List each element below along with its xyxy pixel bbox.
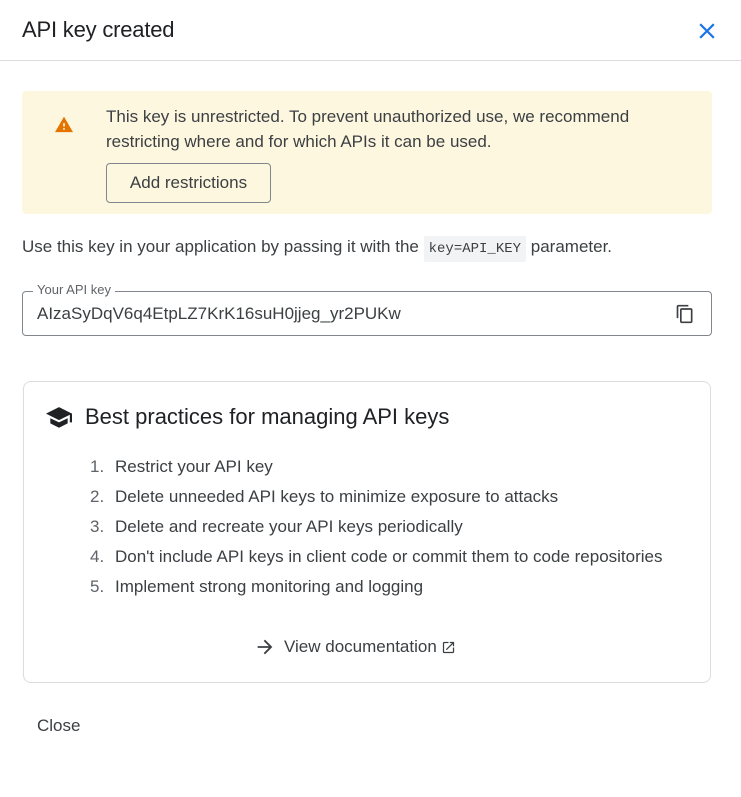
best-practices-title: Best practices for managing API keys	[85, 404, 450, 429]
add-restrictions-button[interactable]: Add restrictions	[106, 163, 271, 203]
best-practices-list	[90, 452, 663, 602]
usage-code: key=API_KEY	[424, 236, 526, 262]
usage-suffix: parameter.	[530, 237, 613, 256]
close-button[interactable]: Close	[22, 710, 95, 742]
view-documentation-link[interactable]	[254, 636, 456, 658]
arrow-right-icon	[254, 636, 276, 658]
usage-instructions	[22, 234, 612, 262]
list-item: 5. Implement strong monitoring and logging	[90, 577, 424, 596]
dialog-title: API key created	[22, 17, 175, 42]
api-key-value[interactable]: AIzaSyDqV6q4EtpLZ7KrK16suH0jjeg_yr2PUKw	[37, 304, 401, 323]
best-practices-card	[23, 381, 711, 683]
usage-prefix: Use this key in your application by passing it with the	[22, 237, 419, 256]
warning-icon	[54, 115, 74, 133]
api-key-field[interactable]	[22, 282, 712, 336]
list-item: 3. Delete and recreate your API keys periodically	[90, 517, 463, 536]
dialog-header	[0, 0, 741, 61]
list-item: 1. Restrict your API key	[90, 457, 273, 476]
api-key-label: Your API key	[33, 282, 115, 297]
school-icon	[46, 407, 72, 429]
list-item: 4. Don't include API keys in client code or commit them to code repositories	[90, 547, 663, 566]
unrestricted-warning-banner	[22, 91, 712, 214]
list-item: 2. Delete unneeded API keys to minimize exposure to attacks	[90, 487, 559, 506]
external-link-icon	[441, 640, 456, 655]
close-icon[interactable]	[694, 18, 720, 44]
warning-text: This key is unrestricted. To prevent unauthorized use, we recommend restricting where and for which APIs it can be used.	[106, 107, 630, 151]
copy-icon[interactable]	[675, 304, 695, 324]
view-documentation-label: View documentation	[284, 637, 437, 656]
